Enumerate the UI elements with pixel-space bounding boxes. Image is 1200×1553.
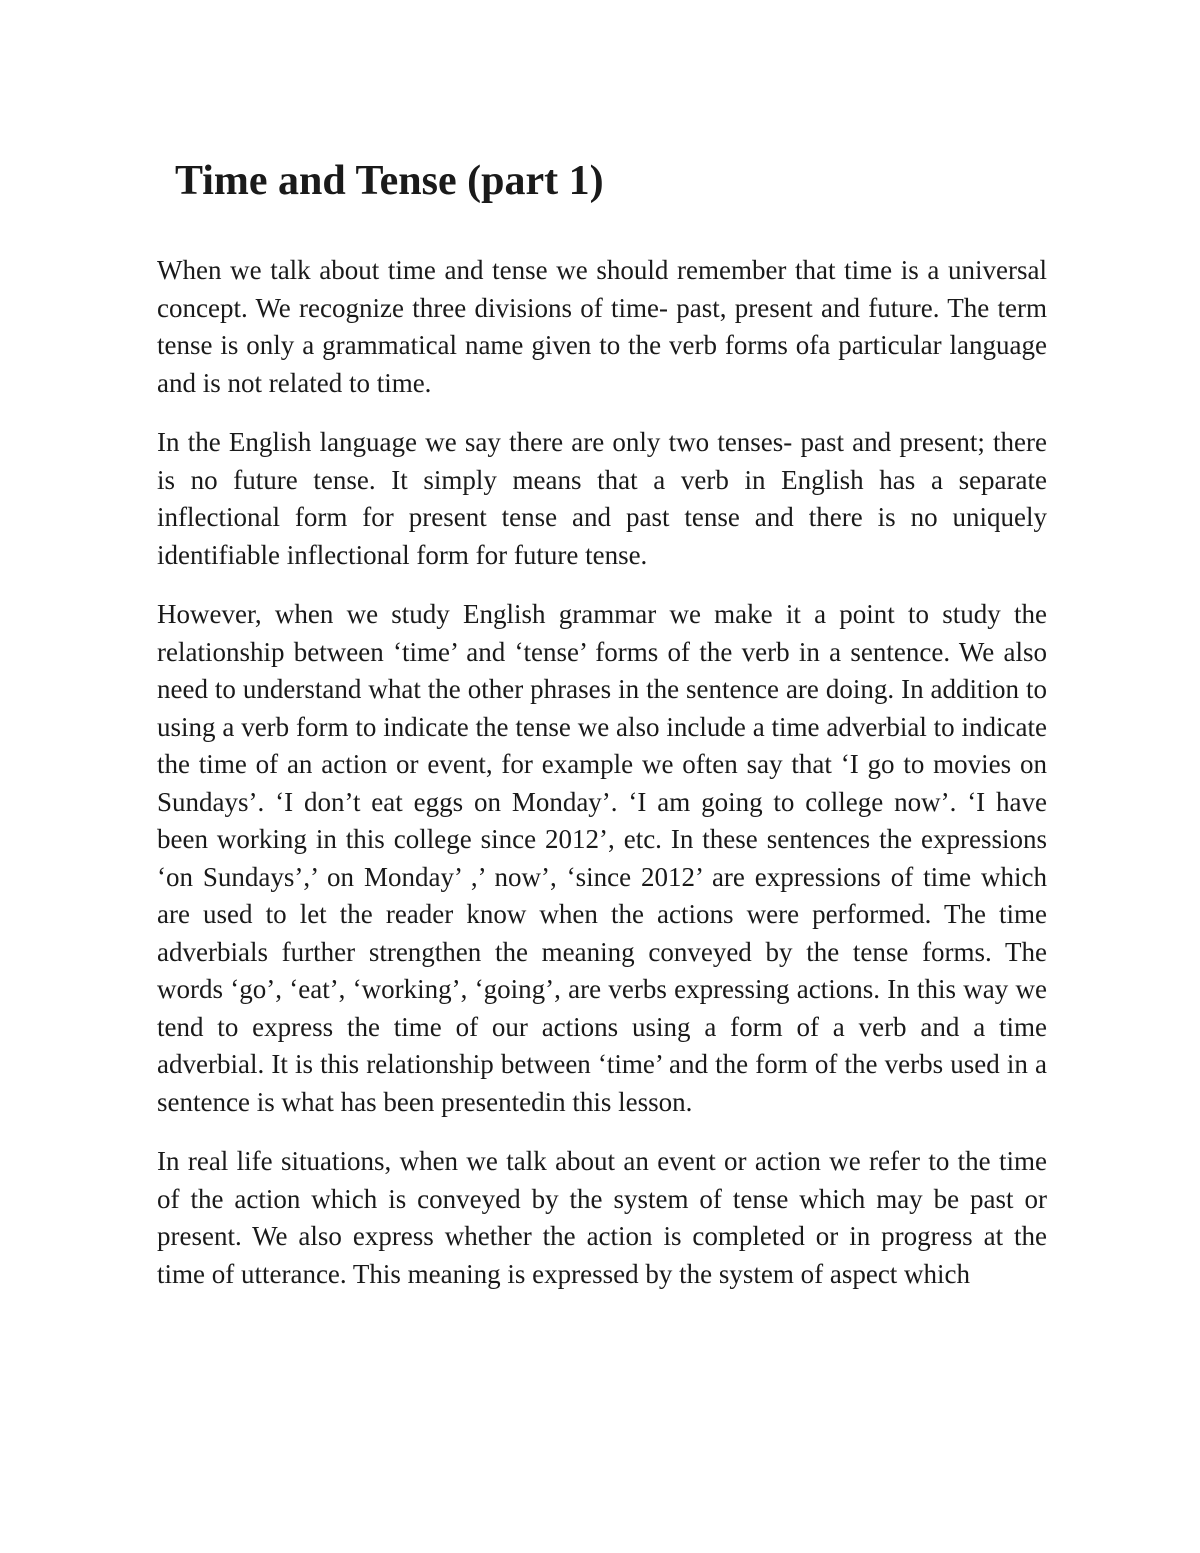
paragraph-3: However, when we study English grammar we make it a point to study the relationship between ‘time’ and ‘tense’ forms of the verb in a sentence. We also need to understand what the other phrases in the sentence are doing. In addition to using a verb form to indicate the tense we also include a time adverbial to indicate the time of an action or event, for example we often say that ‘I go to movies on Sundays’. ‘I don’t eat eggs on Monday’. ‘I am going to college now’. ‘I have been working in this college since 2012’, etc. In these sentences the expressions ‘on Sundays’,’ on Monday’ ,’ now’, ‘since 2012’ are expressions of time which are used to let the reader know when the actions were performed. The time adverbials further strengthen the meaning conveyed by the tense forms. The words ‘go’, ‘eat’, ‘working’, ‘going’, are verbs expressing actions. In this way we tend to express the time of our actions using a form of a verb and a time adverbial. It is this relationship between ‘time’ and the form of the verbs used in a sentence is what has been presentedin this lesson. <box>157 599 1047 1117</box>
paragraph-2: In the English language we say there are only two tenses- past and present; there is no future tense. It simply means that a verb in English has a separate inflectional form for present tense and past tense and there is no uniquely identifiable inflectional form for future tense. <box>157 427 1047 570</box>
document-body <box>157 252 1047 1315</box>
document-title: Time and Tense (part 1) <box>175 158 604 204</box>
paragraph-4: In real life situations, when we talk about an event or action we refer to the time of the action which is conveyed by the system of tense which may be past or present. We also express whether the action is completed or in progress at the time of utterance. This meaning is expressed by the system of aspect which <box>157 1146 1047 1289</box>
paragraph-1: When we talk about time and tense we should remember that time is a universal concept. We recognize three divisions of time- past, present and future. The term tense is only a grammatical name given to the verb forms ofa particular language and is not related to time. <box>157 255 1047 398</box>
